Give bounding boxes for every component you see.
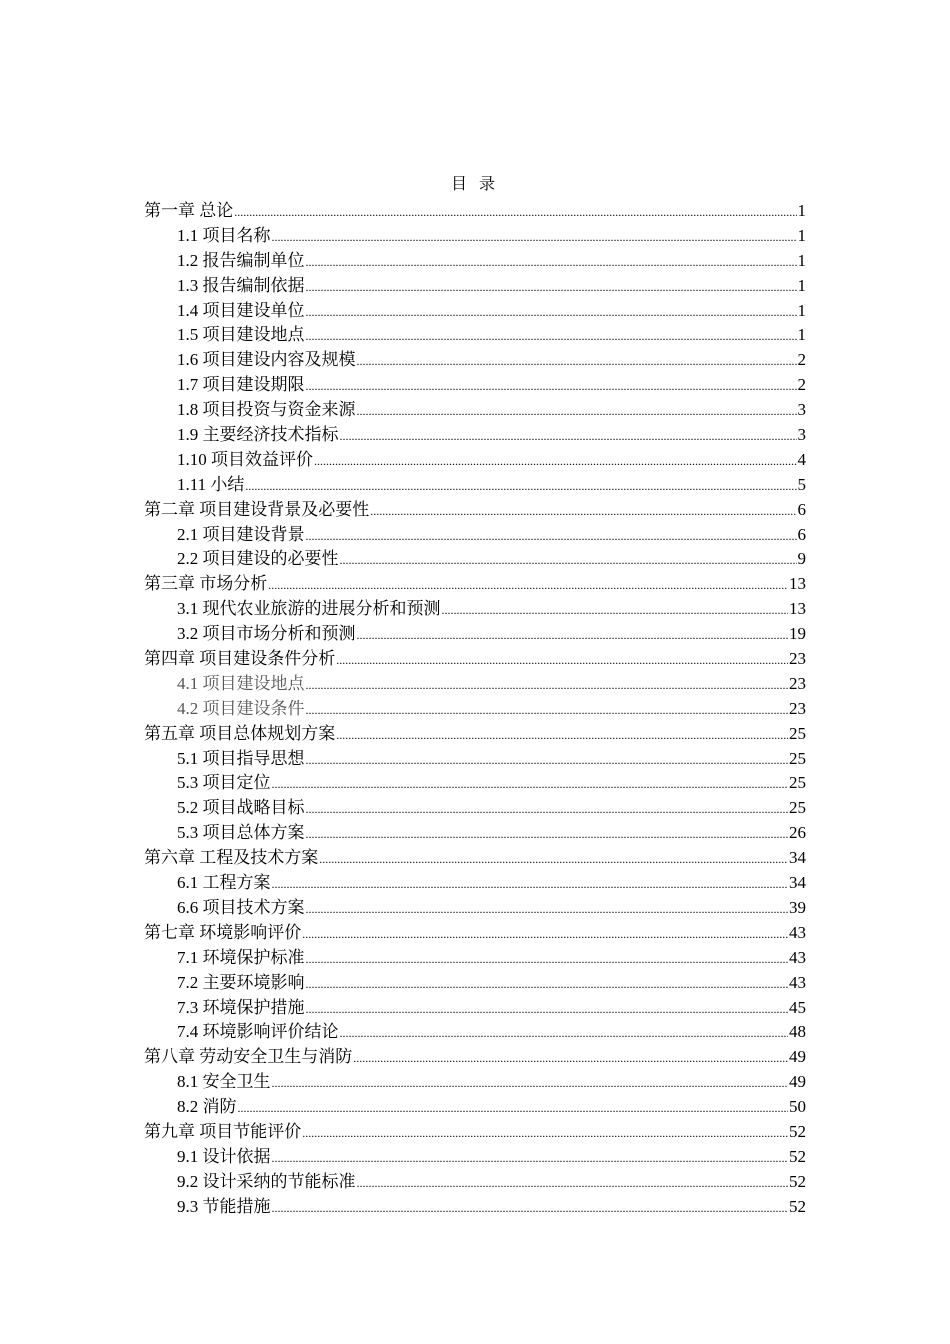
toc-entry-label: 5.3 项目总体方案 — [177, 823, 305, 843]
toc-chapter-entry[interactable] — [144, 1120, 806, 1145]
toc-dot-leader — [234, 200, 796, 224]
toc-dot-leader — [302, 922, 788, 946]
toc-dot-leader — [306, 374, 797, 398]
toc-page-number: 25 — [789, 798, 806, 818]
toc-section-entry[interactable] — [144, 224, 806, 249]
toc-entry-label: 8.1 安全卫生 — [177, 1072, 271, 1092]
toc-page-number: 1 — [797, 300, 806, 320]
toc-dot-leader — [272, 225, 797, 249]
toc-page-number: 23 — [789, 673, 806, 693]
toc-entry-label: 4.2 项目建设条件 — [177, 698, 305, 718]
toc-page-number: 34 — [789, 848, 806, 868]
toc-page-number: 2 — [797, 350, 806, 370]
toc-page-number: 25 — [789, 723, 806, 743]
toc-section-entry[interactable] — [144, 1070, 806, 1095]
toc-section-entry[interactable] — [144, 1145, 806, 1170]
toc-page-number: 1 — [797, 325, 806, 345]
toc-dot-leader — [306, 748, 789, 772]
toc-section-entry[interactable] — [144, 398, 806, 423]
toc-dot-leader — [306, 673, 789, 697]
toc-section-entry[interactable] — [144, 747, 806, 772]
toc-dot-leader — [306, 797, 789, 821]
toc-dot-leader — [340, 1021, 789, 1045]
toc-entry-label: 3.2 项目市场分析和预测 — [177, 624, 356, 644]
toc-chapter-entry[interactable] — [144, 199, 806, 224]
toc-chapter-entry[interactable] — [144, 722, 806, 747]
toc-entry-label: 9.1 设计依据 — [177, 1146, 271, 1166]
toc-entry-label: 1.2 报告编制单位 — [177, 250, 305, 270]
toc-page-number: 49 — [789, 1072, 806, 1092]
toc-dot-leader — [306, 275, 797, 299]
toc-section-entry[interactable] — [144, 1170, 806, 1195]
toc-entry-label: 第二章 项目建设背景及必要性 — [144, 499, 370, 519]
toc-dot-leader — [336, 723, 788, 747]
toc-dot-leader — [306, 250, 797, 274]
toc-page-number: 43 — [789, 922, 806, 942]
toc-dot-leader — [268, 573, 788, 597]
toc-section-entry[interactable] — [144, 871, 806, 896]
toc-page-number: 23 — [789, 649, 806, 669]
toc-page-number: 2 — [797, 375, 806, 395]
toc-entry-label: 4.1 项目建设地点 — [177, 673, 305, 693]
toc-dot-leader — [306, 822, 789, 846]
toc-dot-leader — [357, 623, 789, 647]
toc-entry-label: 9.2 设计采纳的节能标准 — [177, 1171, 356, 1191]
toc-page-number: 1 — [797, 201, 806, 220]
toc-section-entry[interactable] — [144, 274, 806, 299]
toc-section-entry[interactable] — [144, 821, 806, 846]
toc-dot-leader — [306, 698, 789, 722]
toc-page-number: 52 — [789, 1171, 806, 1191]
toc-entry-label: 2.2 项目建设的必要性 — [177, 549, 339, 569]
toc-title: 目 录 — [450, 176, 499, 193]
toc-section-entry[interactable] — [144, 448, 806, 473]
toc-section-entry[interactable] — [144, 1095, 806, 1120]
toc-entry-label: 第八章 劳动安全卫生与消防 — [144, 1047, 353, 1067]
toc-dot-leader — [340, 548, 797, 572]
toc-chapter-entry[interactable] — [144, 647, 806, 672]
toc-section-entry[interactable] — [144, 523, 806, 548]
toc-page-number: 6 — [797, 524, 806, 544]
toc-section-entry[interactable] — [144, 299, 806, 324]
toc-entry-label: 8.2 消防 — [177, 1097, 237, 1117]
toc-section-entry[interactable] — [144, 597, 806, 622]
toc-entry-label: 第九章 项目节能评价 — [144, 1121, 302, 1141]
toc-page-number: 52 — [789, 1146, 806, 1166]
toc-entry-label: 1.1 项目名称 — [177, 225, 271, 245]
toc-entry-label: 第六章 工程及技术方案 — [144, 848, 319, 868]
toc-entry-label: 第七章 环境影响评价 — [144, 922, 302, 942]
toc-chapter-entry[interactable] — [144, 498, 806, 523]
toc-page-number: 1 — [797, 250, 806, 270]
toc-dot-leader — [340, 424, 797, 448]
toc-dot-leader — [306, 897, 789, 921]
toc-page-number: 3 — [797, 425, 806, 445]
toc-dot-leader — [357, 1171, 789, 1195]
toc-dot-leader — [306, 947, 789, 971]
toc-section-entry[interactable] — [144, 996, 806, 1021]
toc-dot-leader — [272, 772, 789, 796]
toc-section-entry[interactable] — [144, 622, 806, 647]
toc-dot-leader — [370, 499, 796, 523]
toc-section-entry[interactable] — [144, 1195, 806, 1220]
toc-page-number: 4 — [797, 449, 806, 469]
toc-page-number: 34 — [789, 873, 806, 893]
toc-entry-label: 2.1 项目建设背景 — [177, 524, 305, 544]
toc-chapter-entry[interactable] — [144, 921, 806, 946]
toc-section-entry[interactable] — [144, 373, 806, 398]
toc-section-entry[interactable] — [144, 672, 806, 697]
toc-dot-leader — [306, 324, 797, 348]
toc-section-entry[interactable] — [144, 946, 806, 971]
toc-entry-label: 第四章 项目建设条件分析 — [144, 649, 336, 669]
toc-dot-leader — [238, 1096, 789, 1120]
toc-entry-label: 第三章 市场分析 — [144, 574, 268, 594]
toc-dot-leader — [357, 399, 797, 423]
toc-page-number: 13 — [789, 574, 806, 594]
toc-page-number: 52 — [789, 1121, 806, 1141]
toc-page-number: 1 — [797, 275, 806, 295]
toc-chapter-entry[interactable] — [144, 1045, 806, 1070]
toc-entry-label: 9.3 节能措施 — [177, 1196, 271, 1216]
toc-dot-leader — [245, 474, 796, 498]
toc-entry-label: 第五章 项目总体规划方案 — [144, 723, 336, 743]
toc-entry-label: 7.1 环境保护标准 — [177, 947, 305, 967]
toc-page-number: 19 — [789, 624, 806, 644]
toc-entry-label: 1.7 项目建设期限 — [177, 375, 305, 395]
toc-page-number: 26 — [789, 823, 806, 843]
toc-entry-label: 1.8 项目投资与资金来源 — [177, 400, 356, 420]
toc-entry-label: 1.11 小结 — [177, 474, 245, 494]
toc-section-entry[interactable] — [144, 1020, 806, 1045]
toc-dot-leader — [306, 972, 789, 996]
toc-dot-leader — [306, 524, 797, 548]
toc-entry-label: 6.6 项目技术方案 — [177, 897, 305, 917]
toc-page-number: 43 — [789, 972, 806, 992]
toc-page-number: 50 — [789, 1097, 806, 1117]
toc-page-number: 45 — [789, 997, 806, 1017]
toc-page-number: 13 — [789, 599, 806, 619]
toc-dot-leader — [272, 1146, 789, 1170]
toc-dot-leader — [272, 1071, 789, 1095]
toc-entry-label: 5.1 项目指导思想 — [177, 748, 305, 768]
toc-section-entry[interactable] — [144, 697, 806, 722]
toc-chapter-entry[interactable] — [144, 572, 806, 597]
toc-entry-label: 5.2 项目战略目标 — [177, 798, 305, 818]
toc-entry-label: 6.1 工程方案 — [177, 873, 271, 893]
toc-chapter-entry[interactable] — [144, 846, 806, 871]
toc-page-number: 43 — [789, 947, 806, 967]
toc-entry-label: 3.1 现代农业旅游的进展分析和预测 — [177, 599, 441, 619]
toc-section-entry[interactable] — [144, 547, 806, 572]
toc-section-entry[interactable] — [144, 348, 806, 373]
toc-section-entry[interactable] — [144, 473, 806, 498]
toc-section-entry[interactable] — [144, 896, 806, 921]
toc-page-number: 25 — [789, 773, 806, 793]
toc-entry-label: 5.3 项目定位 — [177, 773, 271, 793]
toc-page-number: 3 — [797, 400, 806, 420]
toc-entry-label: 1.3 报告编制依据 — [177, 275, 305, 295]
toc-entry-label: 1.5 项目建设地点 — [177, 325, 305, 345]
toc-dot-leader — [314, 449, 797, 473]
toc-entry-label: 1.4 项目建设单位 — [177, 300, 305, 320]
toc-entry-label: 1.6 项目建设内容及规模 — [177, 350, 356, 370]
toc-page-number: 48 — [789, 1022, 806, 1042]
toc-dot-leader — [442, 598, 789, 622]
toc-entry-label: 1.10 项目效益评价 — [177, 449, 313, 469]
toc-entry-label: 7.2 主要环境影响 — [177, 972, 305, 992]
toc-dot-leader — [306, 997, 789, 1021]
toc-section-entry[interactable] — [144, 771, 806, 796]
toc-section-entry[interactable] — [144, 423, 806, 448]
toc-page-number: 1 — [797, 225, 806, 245]
toc-dot-leader — [306, 300, 797, 324]
toc-page-number: 6 — [797, 499, 806, 519]
toc-page-number: 49 — [789, 1047, 806, 1067]
toc-section-entry[interactable] — [144, 971, 806, 996]
toc-entry-label: 7.4 环境影响评价结论 — [177, 1022, 339, 1042]
table-of-contents — [144, 199, 806, 1220]
toc-entry-label: 7.3 环境保护措施 — [177, 997, 305, 1017]
toc-page-number: 5 — [797, 474, 806, 494]
toc-entry-label: 第一章 总论 — [144, 201, 234, 220]
toc-dot-leader — [272, 872, 789, 896]
toc-section-entry[interactable] — [144, 249, 806, 274]
toc-dot-leader — [302, 1121, 788, 1145]
toc-page-number: 23 — [789, 698, 806, 718]
toc-dot-leader — [353, 1046, 788, 1070]
toc-dot-leader — [319, 847, 788, 871]
toc-dot-leader — [336, 648, 788, 672]
toc-page-number: 52 — [789, 1196, 806, 1216]
toc-page-number: 39 — [789, 897, 806, 917]
toc-page-number: 25 — [789, 748, 806, 768]
toc-dot-leader — [357, 349, 797, 373]
toc-section-entry[interactable] — [144, 796, 806, 821]
toc-entry-label: 1.9 主要经济技术指标 — [177, 425, 339, 445]
toc-section-entry[interactable] — [144, 323, 806, 348]
toc-dot-leader — [272, 1196, 789, 1220]
toc-page-number: 9 — [797, 549, 806, 569]
